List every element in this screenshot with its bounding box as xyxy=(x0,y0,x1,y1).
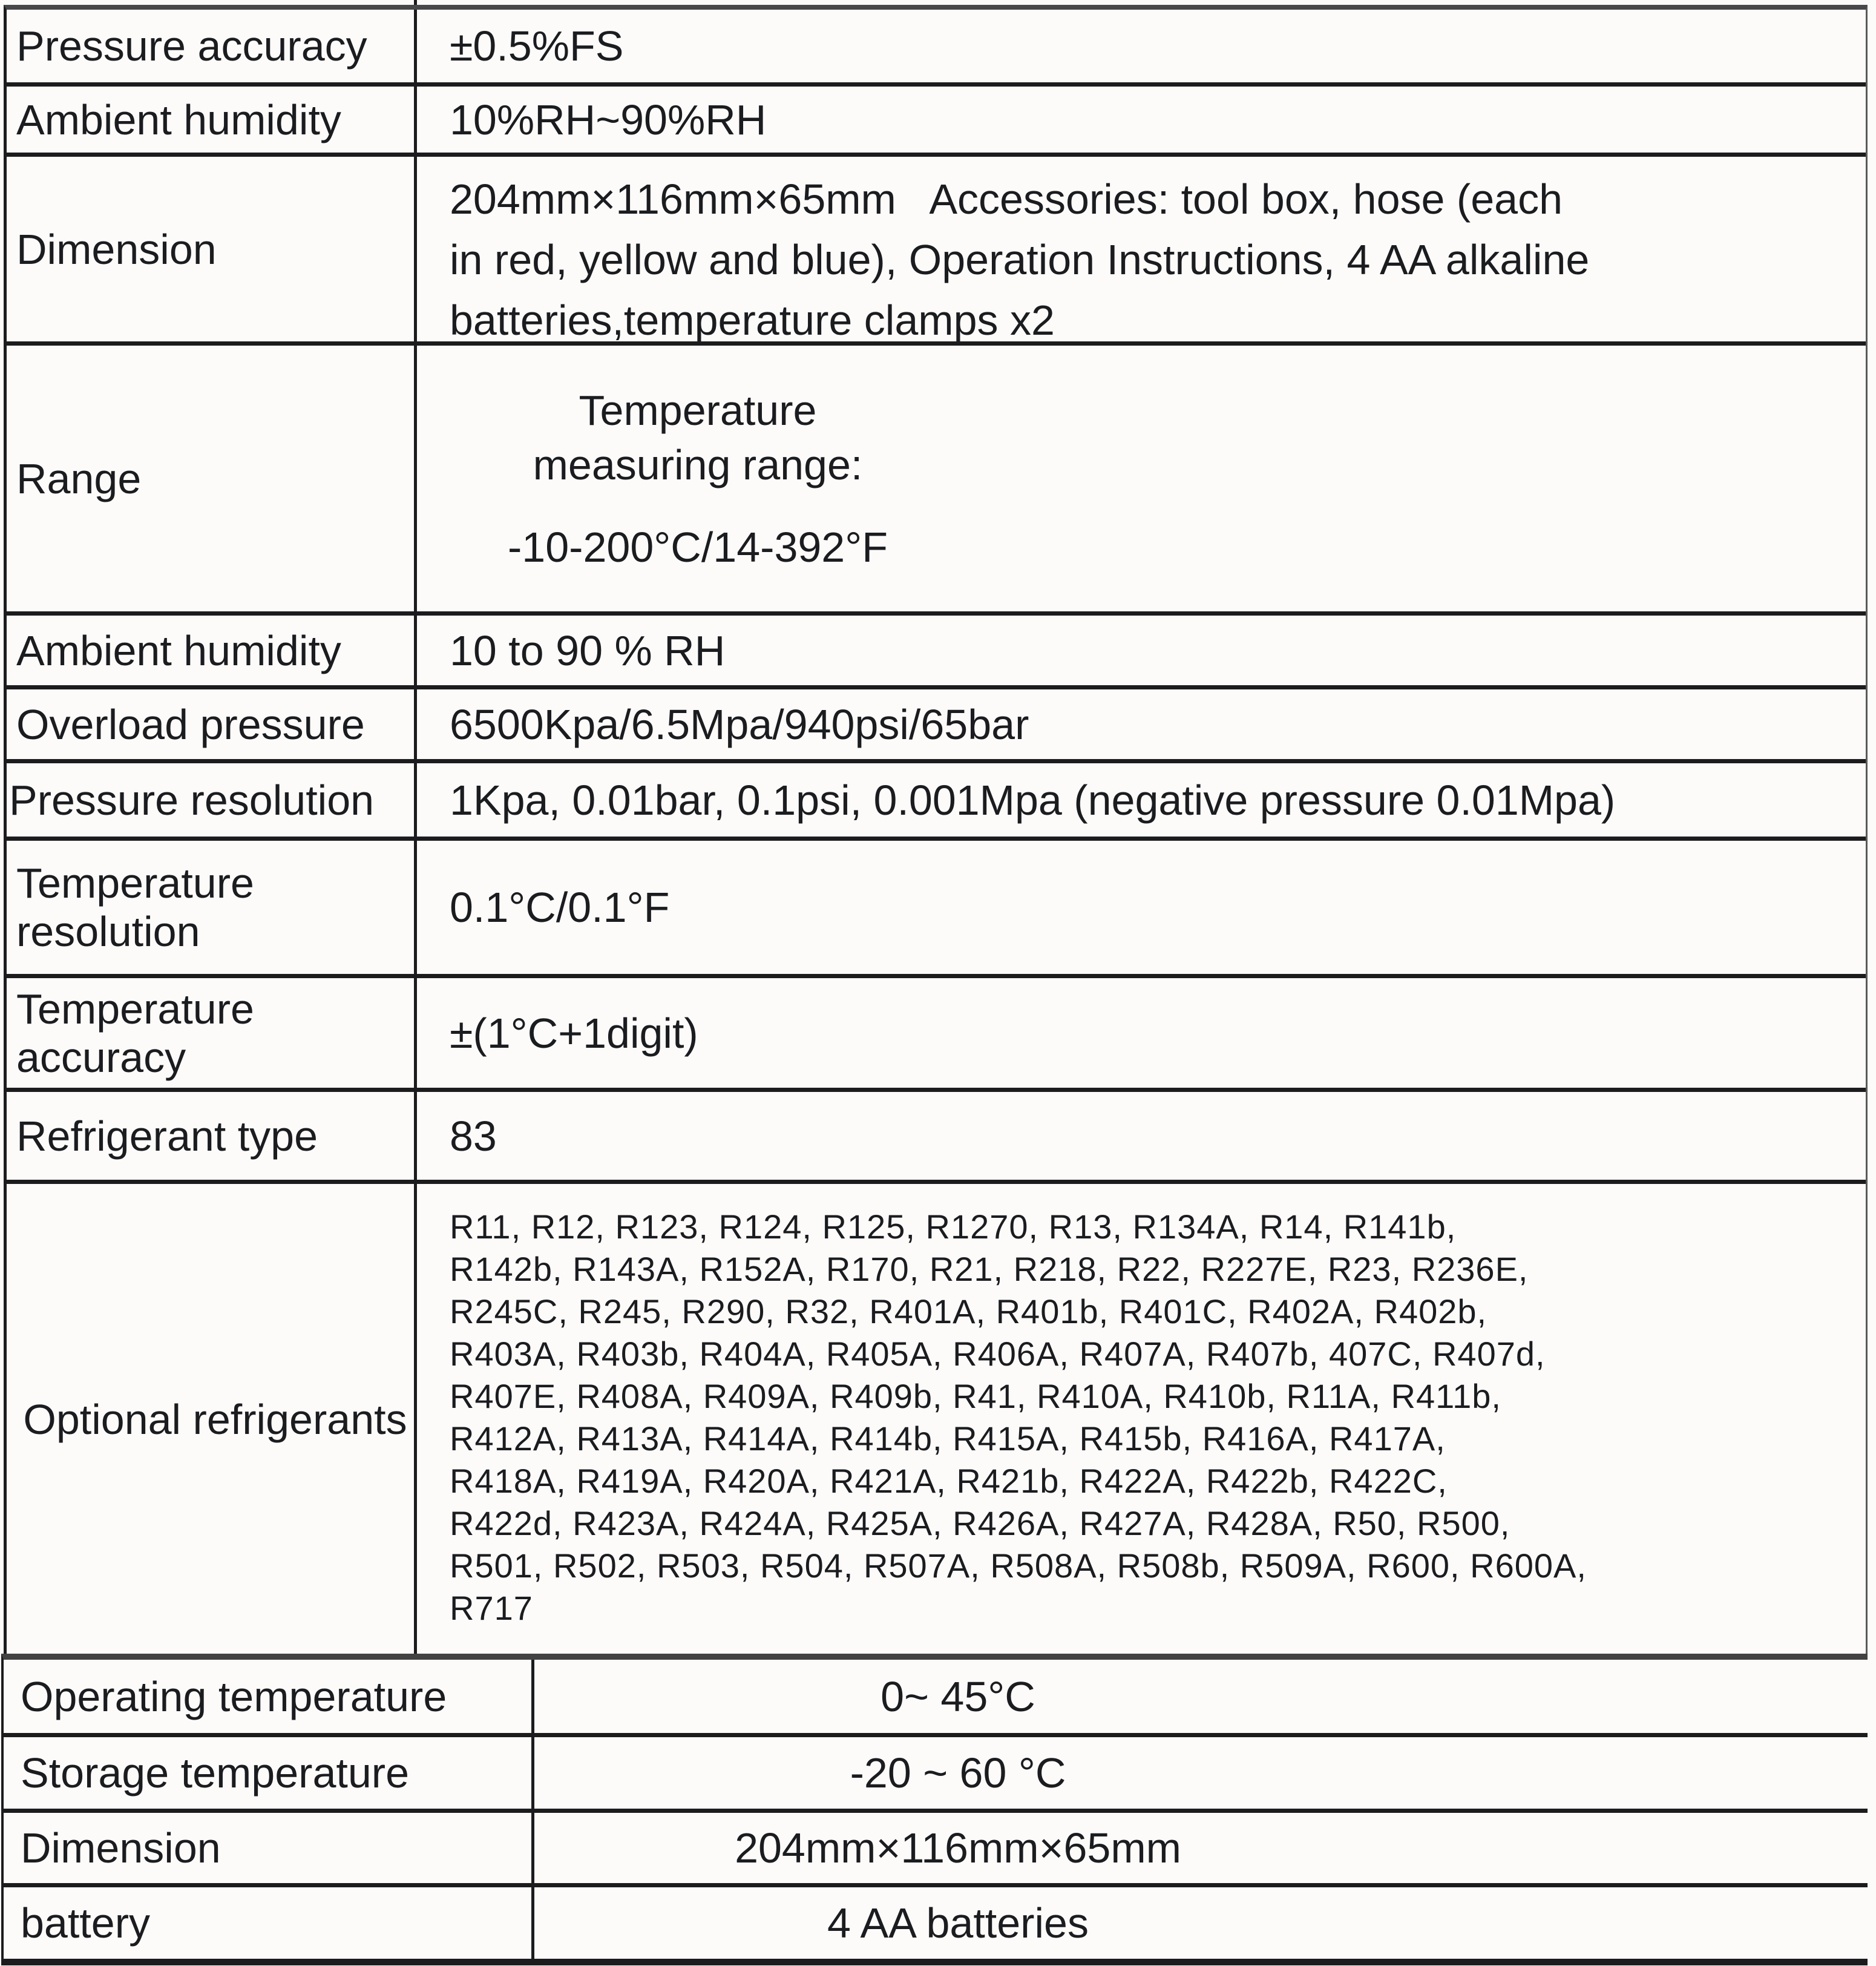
row-optional-refrigerants xyxy=(7,1184,1866,1654)
row-label xyxy=(7,616,417,685)
row-pressure-resolution xyxy=(7,763,1866,841)
value-text: 1Kpa, 0.01bar, 0.1psi, 0.001Mpa (negative pressure 0.01Mpa) xyxy=(450,776,1616,824)
row-value xyxy=(534,1813,1868,1883)
row-ambient-humidity-2 xyxy=(7,616,1866,689)
label-text: Temperature accuracy xyxy=(16,985,254,1081)
row-temperature-accuracy xyxy=(7,978,1866,1092)
row-value xyxy=(417,978,1866,1088)
row-label xyxy=(7,763,417,837)
refrigerant-list-text: R11, R12, R123, R124, R125, R1270, R13, R134A, R14, R141b, R142b, R143A, R152A, R170, R21, R218, R22, R227E, R23, R236E, R245C, R245, R290, R32, R401A, R401b, R401C, R402A, R402b, R403A, R403b, R404A, R405A, R406A, R407A, R407b, 407C, R407d, R407E, R408A, R409A, R409b, R41, R410A, R410b, R11A, R411b, R412A, R413A, R414A, R414b, R415A, R415b, R416A, R417A, R418A, R419A, R420A, R421A, R421b, R422A, R422b, R422C, R422d, R423A, R424A, R425A, R426A, R427A, R428A, R50, R500, R501, R502, R503, R504, R507A, R508A, R508b, R509A, R600, R600A, R717 xyxy=(450,1208,1587,1627)
label-text: Dimension xyxy=(16,225,217,273)
row-value xyxy=(417,616,1866,685)
label-text: Overload pressure xyxy=(16,700,365,748)
value-text: 204mm×116mm×65mm xyxy=(735,1824,1181,1872)
row-refrigerant-type xyxy=(7,1092,1866,1184)
spec-table xyxy=(4,5,1868,1654)
row-value xyxy=(417,346,1866,611)
value-text: 6500Kpa/6.5Mpa/940psi/65bar xyxy=(450,700,1029,748)
row-label xyxy=(4,1660,534,1733)
row-label xyxy=(7,689,417,759)
environment-table xyxy=(1,1654,1868,1965)
row-label xyxy=(4,1887,534,1959)
row-value xyxy=(417,1184,1866,1654)
value-text: 10%RH~90%RH xyxy=(450,96,767,143)
label-text: Ambient humidity xyxy=(16,96,341,143)
label-text: Range xyxy=(16,455,142,502)
label-text: Optional refrigerants xyxy=(23,1395,407,1443)
label-text: Temperature resolution xyxy=(16,860,254,955)
row-label xyxy=(7,10,417,82)
value-text: ±0.5%FS xyxy=(450,22,624,70)
row-operating-temperature xyxy=(4,1660,1868,1737)
row-pressure-accuracy xyxy=(7,10,1866,87)
row-label xyxy=(4,1813,534,1883)
label-text: Refrigerant type xyxy=(16,1112,318,1160)
value-text: 83 xyxy=(450,1112,497,1160)
label-text: battery xyxy=(21,1899,150,1947)
value-text: 0.1°C/0.1°F xyxy=(450,884,670,931)
row-value xyxy=(417,1092,1866,1180)
value-text: Temperature measuring range: -10-200°C/14-392°F xyxy=(508,386,888,571)
row-label xyxy=(4,1737,534,1809)
label-text: Operating temperature xyxy=(21,1672,447,1720)
row-ambient-humidity-1 xyxy=(7,87,1866,157)
row-value xyxy=(417,87,1866,153)
value-text: 4 AA batteries xyxy=(827,1899,1089,1947)
row-range xyxy=(7,346,1866,616)
row-value xyxy=(534,1737,1868,1809)
value-text: 0~ 45°C xyxy=(881,1672,1035,1720)
row-dimension-2 xyxy=(4,1813,1868,1887)
label-text: Pressure resolution xyxy=(9,776,375,824)
label-text: Dimension xyxy=(21,1824,221,1872)
label-text: Ambient humidity xyxy=(16,626,341,674)
value-text: 204mm×116mm×65mm Accessories: tool box, hose (each in red, yellow and blue), Operation Instructions, 4 AA alkaline batteries,temperature clamps x2 xyxy=(450,176,1590,344)
value-text: -20 ~ 60 °C xyxy=(850,1749,1066,1797)
row-value xyxy=(417,157,1866,344)
row-label xyxy=(7,841,417,974)
row-storage-temperature xyxy=(4,1737,1868,1813)
row-label xyxy=(7,1092,417,1180)
row-label xyxy=(7,978,417,1088)
row-value xyxy=(417,763,1866,837)
value-text: 10 to 90 % RH xyxy=(450,626,726,674)
row-dimension xyxy=(7,157,1866,346)
row-temperature-resolution xyxy=(7,841,1866,978)
row-value xyxy=(417,689,1866,759)
row-label xyxy=(7,1184,417,1654)
row-label xyxy=(7,157,417,341)
label-text: Pressure accuracy xyxy=(16,22,367,70)
row-label xyxy=(7,346,417,611)
row-label xyxy=(7,87,417,153)
row-value xyxy=(534,1887,1868,1959)
label-text: Storage temperature xyxy=(21,1749,410,1797)
row-value xyxy=(417,10,1866,82)
row-battery xyxy=(4,1887,1868,1965)
value-text: ±(1°C+1digit) xyxy=(450,1009,698,1057)
row-value xyxy=(534,1660,1868,1733)
row-value xyxy=(417,841,1866,974)
row-overload-pressure xyxy=(7,689,1866,763)
